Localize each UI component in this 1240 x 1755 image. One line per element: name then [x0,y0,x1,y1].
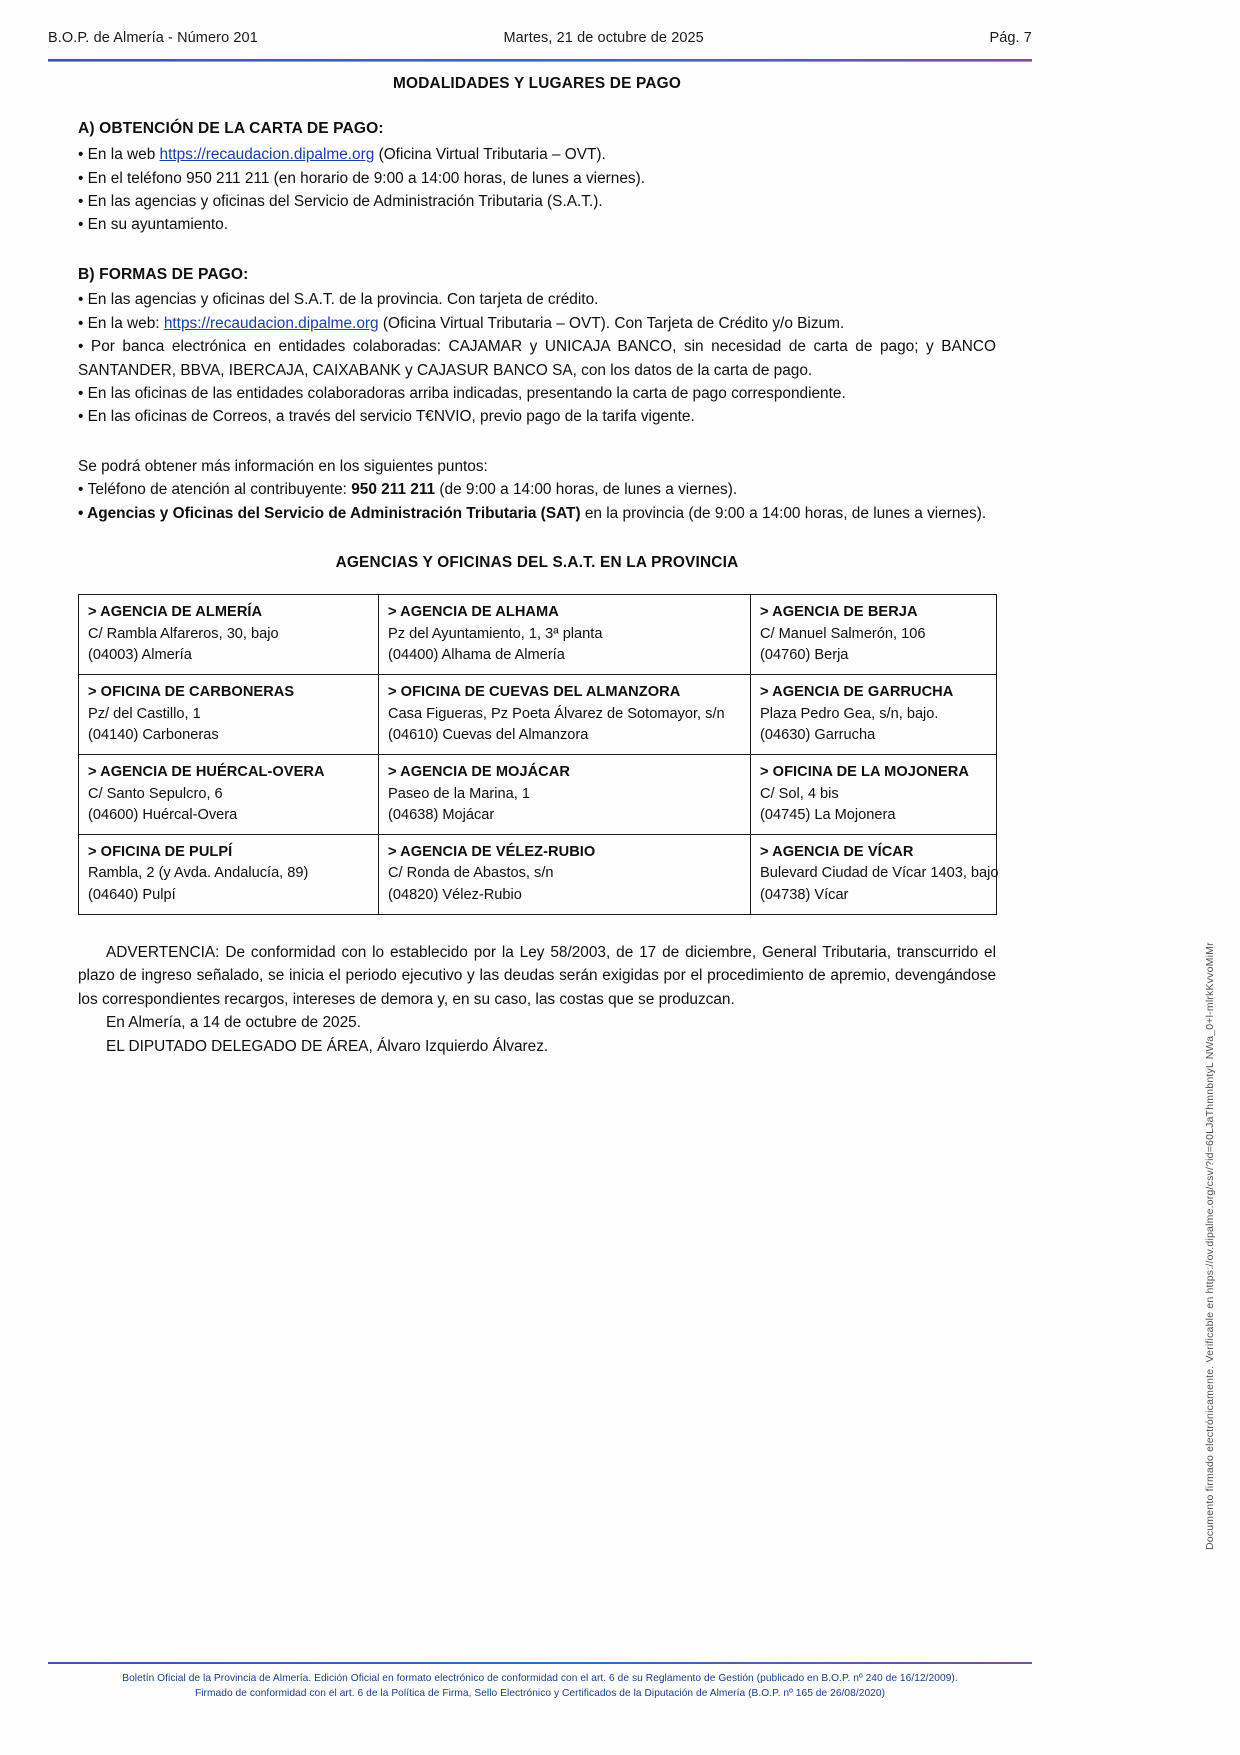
footer-divider [48,1662,1032,1664]
item-text-post: (Oficina Virtual Tributaria – OVT). [374,146,606,164]
header-divider-accent [48,61,1032,62]
office-name: > OFICINA DE LA MOJONERA [760,764,969,781]
section-b-item-5: • En las oficinas de Correos, a través del servicio T€NVIO, previo pago de la tarifa vigente. [78,405,996,428]
header-page-number: Pág. 7 [989,30,1032,46]
office-address: Casa Figueras, Pz Poeta Álvarez de Sotomayor, s/n [388,705,725,722]
table-cell [379,835,751,915]
office-locality: (04140) Carboneras [88,726,219,743]
table-cell [751,835,997,915]
table-cell [79,595,379,675]
table-cell [751,675,997,755]
advertencia-paragraph: ADVERTENCIA: De conformidad con lo establecido por la Ley 58/2003, de 17 de diciembre, General Tributaria, transcurrido el plazo de ingreso señalado, se inicia el periodo ejecutivo y las deudas serán exigidas por el procedimiento de apremio, devengándose los correspondientes recargos, intereses de demora y, en su caso, las costas que se produzcan. [78,944,996,1008]
item-text-pre: En la web: [87,314,164,332]
office-name: > AGENCIA DE MOJÁCAR [388,764,570,781]
page-footer [48,1662,1032,1702]
spacer [78,429,996,455]
section-b-item-3: • Por banca electrónica en entidades colaboradas: CAJAMAR y UNICAJA BANCO, sin necesidad de carta de pago; y BANCO SANTANDER, BBVA, IBERCAJA, CAIXABANK y CAJASUR BANCO SA, con los datos de la carta de pago. [78,338,996,379]
table-row [79,755,997,835]
office-name: > AGENCIA DE GARRUCHA [760,684,954,701]
office-locality: (04400) Alhama de Almería [388,647,565,664]
office-address: C/ Manuel Salmerón, 106 [760,625,926,642]
spacer [78,237,996,263]
office-address: Bulevard Ciudad de Vícar 1403, bajo [760,865,999,882]
section-a-item-3: • En las agencias y oficinas del Servicio de Administración Tributaria (S.A.T.). [78,190,996,213]
section-b-item-1: • En las agencias y oficinas del S.A.T. de la provincia. Con tarjeta de crédito. [78,288,996,311]
office-locality: (04638) Mojácar [388,806,495,823]
office-name: > AGENCIA DE HUÉRCAL-OVERA [88,764,325,781]
item-text-post: (Oficina Virtual Tributaria – OVT). Con Tarjeta de Crédito y/o Bizum. [378,314,845,332]
section-b-item-4: • En las oficinas de las entidades colaboradoras arriba indicadas, presentando la carta de pago correspondiente. [78,382,996,405]
office-address: Paseo de la Marina, 1 [388,785,530,802]
table-row [79,595,997,675]
signatory-line: EL DIPUTADO DELEGADO DE ÁREA, Álvaro Izquierdo Álvarez. [106,1037,549,1055]
info-point-2 [78,502,996,525]
office-address: Pz/ del Castillo, 1 [88,705,201,722]
spacer [78,915,996,941]
place-and-date: En Almería, a 14 de octubre de 2025. [106,1014,361,1032]
table-cell [751,755,997,835]
page-title: MODALIDADES Y LUGARES DE PAGO [393,75,681,92]
ovt-link[interactable]: https://recaudacion.dipalme.org [159,146,375,164]
office-address: C/ Ronda de Abastos, s/n [388,865,554,882]
info-intro: Se podrá obtener más información en los siguientes puntos: [78,457,488,475]
section-a-item-1 [78,143,996,166]
section-a-item-4: • En su ayuntamiento. [78,213,996,236]
sat-offices-table [78,594,997,915]
table-cell [79,675,379,755]
office-address: C/ Rambla Alfareros, 30, bajo [88,625,279,642]
spacer [78,525,996,551]
header-publication: B.O.P. de Almería - Número 201 [48,30,258,46]
section-a-item-2: • En el teléfono 950 211 211 (en horario de 9:00 a 14:00 horas, de lunes a viernes). [78,167,996,190]
office-address: Plaza Pedro Gea, s/n, bajo. [760,705,939,722]
point-post: en la provincia (de 9:00 a 14:00 horas, de lunes a viernes). [580,504,987,522]
office-name: > AGENCIA DE ALMERÍA [88,604,263,621]
office-name: > AGENCIA DE VÉLEZ-RUBIO [388,844,596,861]
item-text-pre: En la web [87,146,160,164]
office-name: > OFICINA DE CUEVAS DEL ALMANZORA [388,684,681,701]
ovt-link-b[interactable]: https://recaudacion.dipalme.org [163,314,379,332]
office-name: > OFICINA DE PULPÍ [88,844,233,861]
office-address: Pz del Ayuntamiento, 1, 3ª planta [388,625,603,642]
office-name: > OFICINA DE CARBONERAS [88,684,295,701]
section-a-heading: A) OBTENCIÓN DE LA CARTA DE PAGO: [78,120,384,138]
table-cell [751,595,997,675]
table-row [79,675,997,755]
office-name: > AGENCIA DE BERJA [760,604,918,621]
sat-offices-label: • Agencias y Oficinas del Servicio de Administración Tributaria (SAT) [78,504,581,522]
table-cell [379,595,751,675]
office-locality: (04630) Garrucha [760,726,876,743]
section-b-heading: B) FORMAS DE PAGO: [78,265,249,283]
info-point-1 [78,478,996,501]
office-name: > AGENCIA DE VÍCAR [760,844,914,861]
office-locality: (04003) Almería [88,647,192,664]
office-locality: (04640) Pulpí [88,886,176,903]
office-locality: (04820) Vélez-Rubio [388,886,522,903]
office-locality: (04600) Huércal-Overa [88,806,238,823]
point-pre: Teléfono de atención al contribuyente: [87,481,352,499]
footer-line-2: Firmado de conformidad con el art. 6 de la Política de Firma, Sello Electrónico y Certificados de la Diputación de Almería (B.O.P. nº 165 de 26/08/2020) [194,1687,886,1699]
table-cell [79,755,379,835]
header-date: Martes, 21 de octubre de 2025 [503,30,704,46]
table-cell [379,755,751,835]
spacer [78,574,996,594]
table-cell [79,835,379,915]
office-locality: (04610) Cuevas del Almanzora [388,726,589,743]
office-locality: (04738) Vícar [760,886,849,903]
document-body [78,72,999,1058]
office-locality: (04760) Berja [760,647,849,664]
table-row [79,835,997,915]
section-b-item-2 [78,312,996,335]
office-address: Rambla, 2 (y Avda. Andalucía, 89) [88,865,309,882]
table-cell [379,675,751,755]
page-header [48,30,1032,60]
office-name: > AGENCIA DE ALHAMA [388,604,559,621]
table-heading: AGENCIAS Y OFICINAS DEL S.A.T. EN LA PROVINCIA [335,554,739,572]
point-post: (de 9:00 a 14:00 horas, de lunes a viernes). [435,481,738,499]
office-address: C/ Sol, 4 bis [760,785,839,802]
footer-line-1: Boletín Oficial de la Provincia de Almería. Edición Oficial en formato electrónico de conformidad con el art. 6 de su Reglamento de Gestión (publicado en B.O.P. nº 240 de 16/12/2009). [122,1673,958,1684]
electronic-signature-sidebar: Documento firmado electrónicamente. Verificable en https://ov.dipalme.org/csv/?id=60LJaThmnbntyL NWa_0+l-mlrkKvvoMiMr [1204,942,1216,1550]
office-locality: (04745) La Mojonera [760,806,896,823]
office-address: C/ Santo Sepulcro, 6 [88,785,223,802]
contact-phone: 950 211 211 [351,481,436,499]
